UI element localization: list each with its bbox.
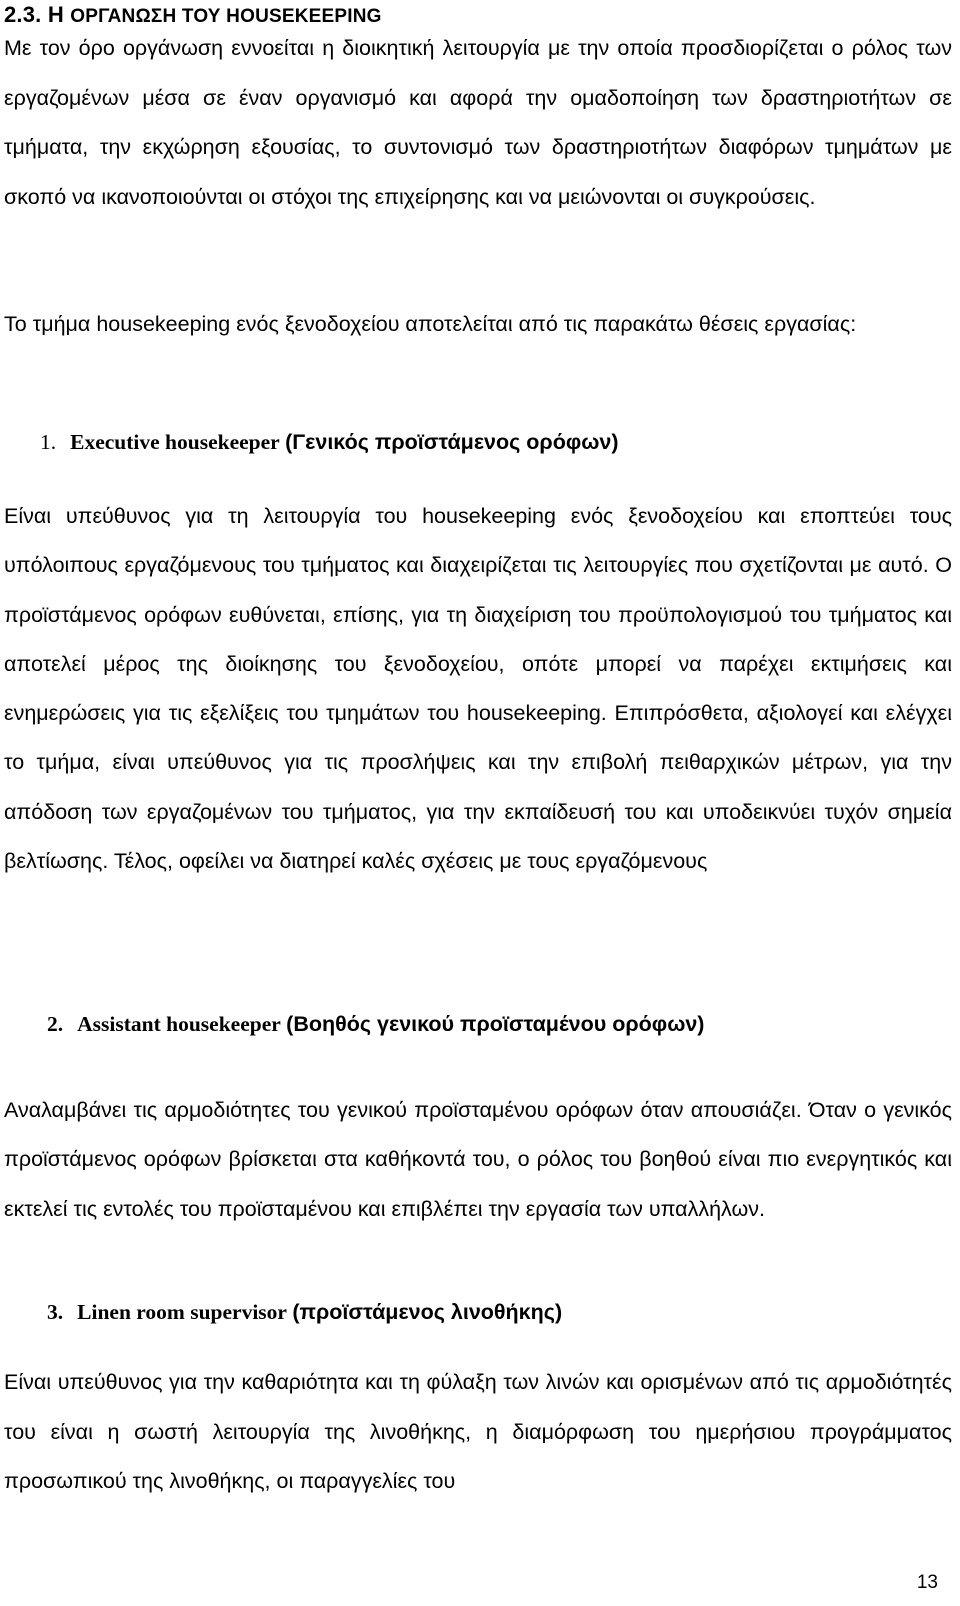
linen-description-paragraph: Είναι υπεύθυνος για την καθαριότητα και τη φύλαξη των λινών και ορισμένων από τις αρμοδιότητές του είναι η σωστή λειτουργία της λινοθήκης, η διαμόρφωση του ημερήσιου προγράμματος προσωπικού της λινοθήκης, οι παραγγελίες του xyxy=(4,1370,952,1493)
section-number: 2.3. xyxy=(4,2,42,27)
list-item-title-en: Assistant housekeeper xyxy=(77,1012,281,1036)
section-title: ΟΡΓΑΝΩΣΗ ΤΟΥ HOUSEKEEPING xyxy=(70,6,382,27)
list-item-title-gr: (προϊστάμενος λινοθήκης) xyxy=(292,1300,563,1324)
executive-description-paragraph: Είναι υπεύθυνος για τη λειτουργία του housekeeping ενός ξενοδοχείου και εποπτεύει τους υπόλοιπους εργαζόμενους του τμήματος και διαχειρίζεται τις λειτουργίες που σχετίζονται με αυτό. Ο προϊστάμενος ορόφων ευθύνεται, επίσης, για τη διαχείριση του προϋπολογισμού του τμήματος και αποτελεί μέρος της διοίκησης του ξενοδοχείου, οπότε μπορεί να παρέχει εκτιμήσεις και ενημερώσεις για τις εξελίξεις του τμημάτων του housekeeping. Επιπρόσθετα, αξιολογεί και ελέγχει το τμήμα, είναι υπεύθυνος για τις προσλήψεις και την επιβολή πειθαρχικών μέτρων, για την απόδοση των εργαζομένων του τμήματος, για την εκπαίδευσή του και υποδεικνύει τυχόν σημεία βελτίωσης. Τέλος, οφείλει να διατηρεί καλές σχέσεις με τους εργαζόμενους xyxy=(4,504,952,874)
list-item-title-gr: (Γενικός προϊστάμενος ορόφων) xyxy=(285,430,619,454)
list-item-assistant-housekeeper xyxy=(47,1009,704,1039)
positions-intro-paragraph: Το τμήμα housekeeping ενός ξενοδοχείου αποτελείται από τις παρακάτω θέσεις εργασίας: xyxy=(4,312,857,336)
list-item-title-en: Linen room supervisor xyxy=(77,1300,287,1324)
list-item-linen-room-supervisor xyxy=(47,1297,562,1327)
section-title-first-letter: Η xyxy=(47,2,64,27)
intro-paragraph: Με τον όρο οργάνωση εννοείται η διοικητική λειτουργία με την οποία προσδιορίζεται ο ρόλος των εργαζομένων μέσα σε έναν οργανισμό και αφορά την ομαδοποίηση των δραστηριοτήτων σε τμήματα, την εκχώρηση εξουσίας, το συντονισμό των δραστηριοτήτων διαφόρων τμημάτων με σκοπό να ικανοποιούνται οι στόχοι της επιχείρησης και να μειώνονται οι συγκρούσεις. xyxy=(4,36,952,209)
list-item-number: 3. xyxy=(47,1300,64,1324)
list-item-number: 1. xyxy=(40,430,57,454)
list-item-executive-housekeeper xyxy=(40,427,619,457)
list-item-title-gr: (Βοηθός γενικού προϊσταμένου ορόφων) xyxy=(286,1012,705,1036)
list-item-title-en: Executive housekeeper xyxy=(70,430,280,454)
list-item-number: 2. xyxy=(47,1012,64,1036)
page-number: 13 xyxy=(916,1572,938,1593)
assistant-description-paragraph: Αναλαμβάνει τις αρμοδιότητες του γενικού προϊσταμένου ορόφων όταν απουσιάζει. Όταν ο γενικός προϊστάμενος ορόφων βρίσκεται στα καθήκοντά του, ο ρόλος του βοηθού είναι πιο ενεργητικός και εκτελεί τις εντολές του προϊσταμένου και επιβλέπει την εργασία των υπαλλήλων. xyxy=(4,1098,952,1221)
